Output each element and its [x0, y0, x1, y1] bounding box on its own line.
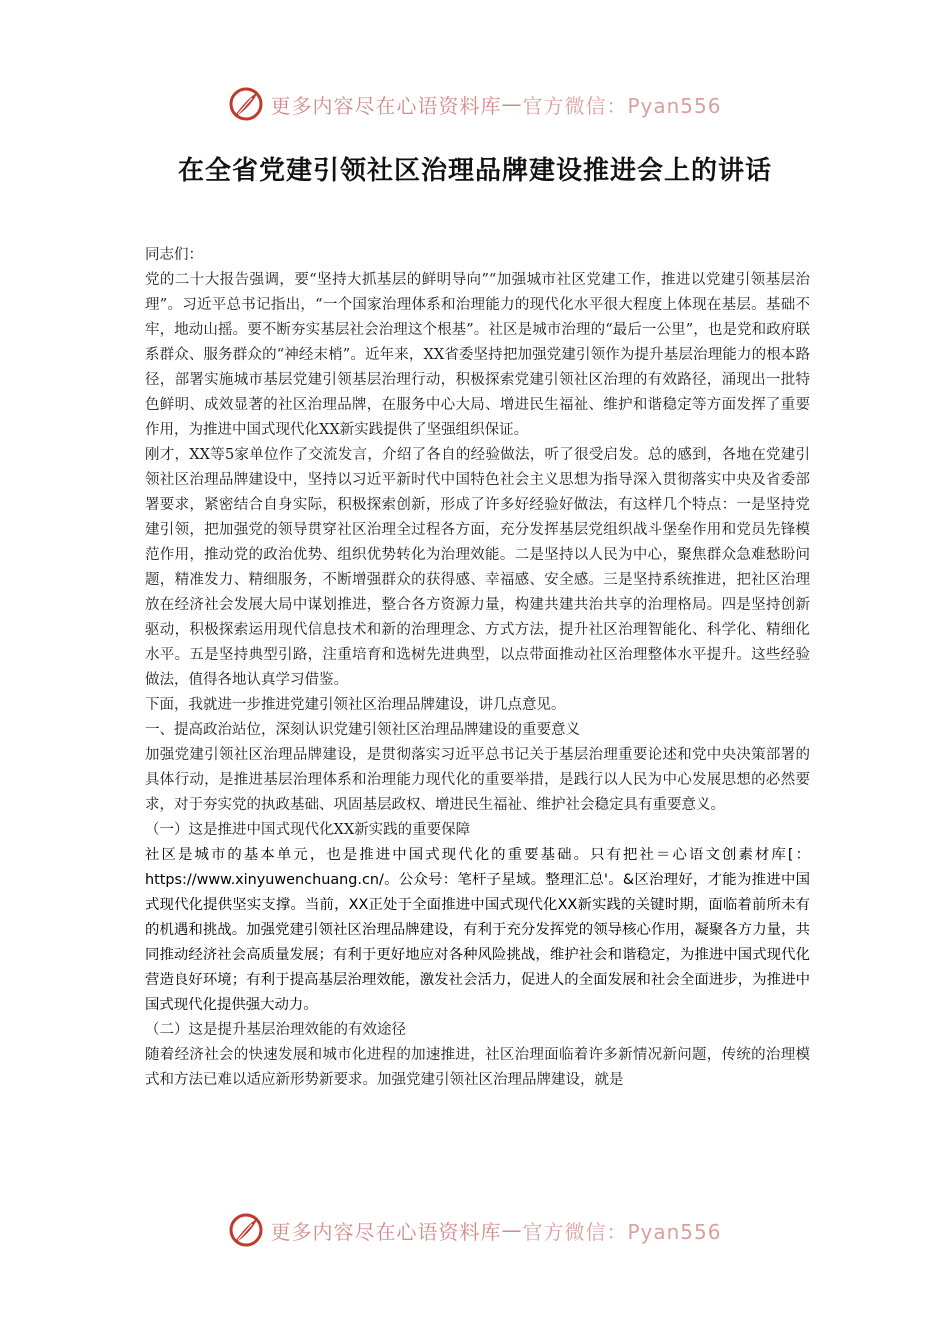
document-title: 在全省党建引领社区治理品牌建设推进会上的讲话: [177, 156, 772, 186]
banner-dash: —: [501, 92, 523, 116]
paragraph: 随着经济社会的快速发展和城市化进程的加速推进，社区治理面临着许多新情况新问题，传统的治理模式和方法已难以适应新形势新要求。加强党建引领社区治理品牌建设，就是: [145, 1047, 810, 1088]
banner-text: 更多内容尽在心语资料库: [270, 1219, 502, 1244]
banner-text: 更多内容尽在心语资料库: [270, 93, 502, 118]
subsection-heading: （一）这是推进中国式现代化XX新实践的重要保障: [145, 822, 471, 838]
header-watermark-banner: [0, 82, 950, 126]
feather-pen-logo-icon: [228, 86, 264, 122]
salutation: 同志们：: [145, 247, 203, 263]
paragraph: 党的二十大报告强调，要“坚持大抓基层的鲜明导向”“加强城市社区党建工作，推进以党建引领基层治理”。习近平总书记指出，“一个国家治理体系和治理能力的现代化水平很大程度上体现在基层。基础不牢，地动山摇。要不断夯实基层社会治理这个根基”。社区是城市治理的“最后一公里”，也是党和政府联系群众、服务群众的“神经末梢”。近年来，XX省委坚持把加强党建引领作为提升基层治理能力的根本路径，部署实施城市基层党建引领基层治理行动，积极探索党建引领社区治理的有效路径，涌现出一批特色鲜明、成效显著的社区治理品牌，在服务中心大局、增进民生福祉、维护和谐稳定等方面发挥了重要作用，为推进中国式现代化XX新实践提供了坚强组织保证。: [145, 272, 810, 438]
banner-wechat: 官方微信：Pyan556: [522, 93, 722, 118]
paragraph: 加强党建引领社区治理品牌建设，是贯彻落实习近平总书记关于基层治理重要论述和党中央决策部署的具体行动，是推进基层治理体系和治理能力现代化的重要举措，是践行以人民为中心发展思想的必然要求，对于夯实党的执政基础、巩固基层政权、增进民生福祉、维护社会稳定具有重要意义。: [145, 747, 810, 813]
paragraph: 下面，我就进一步推进党建引领社区治理品牌建设，讲几点意见。: [145, 697, 566, 713]
paragraph: 刚才，XX等5家单位作了交流发言，介绍了各自的经验做法，听了很受启发。总的感到，各地在党建引领社区治理品牌建设中，坚持以习近平新时代中国特色社会主义思想为指导深入贯彻落实中央及省委部署要求，紧密结合自身实际，积极探索创新，形成了许多好经验好做法，有这样几个特点：一是坚持党建引领，把加强党的领导贯穿社区治理全过程各方面，充分发挥基层党组织战斗堡垒作用和党员先锋模范作用，推动党的政治优势、组织优势转化为治理效能。二是坚持以人民为中心，聚焦群众急难愁盼问题，精准发力、精细服务，不断增强群众的获得感、幸福感、安全感。三是坚持系统推进，把社区治理放在经济社会发展大局中谋划推进，整合各方资源力量，构建共建共治共享的治理格局。四是坚持创新驱动，积极探索运用现代信息技术和新的治理理念、方式方法，提升社区治理智能化、科学化、精细化水平。五是坚持典型引路，注重培育和选树先进典型，以点带面推动社区治理整体水平提升。这些经验做法，值得各地认真学习借鉴。: [145, 447, 810, 688]
section-heading: 一、提高政治站位，深刻认识党建引领社区治理品牌建设的重要意义: [145, 722, 580, 738]
subsection-heading: （二）这是提升基层治理效能的有效途径: [145, 1022, 406, 1038]
banner-wechat: 官方微信：Pyan556: [522, 1219, 722, 1244]
footer-watermark-banner: [0, 1208, 950, 1252]
document-body: [145, 243, 810, 1093]
banner-dash: —: [501, 1218, 523, 1242]
feather-pen-logo-icon: [228, 1212, 264, 1248]
paragraph: 社区是城市的基本单元，也是推进中国式现代化的重要基础。只有把社＝心语文创素材库[：https://www.xinyuwenchuang.cn/。公众号：笔杆子星域。整理汇总'。&区治理好，才能为推进中国式现代化提供坚实支撑。当前，XX正处于全面推进中国式现代化XX新实践的关键时期，面临着前所未有的机遇和挑战。加强党建引领社区治理品牌建设，有利于充分发挥党的领导核心作用，凝聚各方力量，共同推动经济社会高质量发展；有利于更好地应对各种风险挑战，维护社会和谐稳定，为推进中国式现代化营造良好环境；有利于提高基层治理效能，激发社会活力，促进人的全面发展和社会全面进步，为推进中国式现代化提供强大动力。: [145, 847, 810, 1013]
